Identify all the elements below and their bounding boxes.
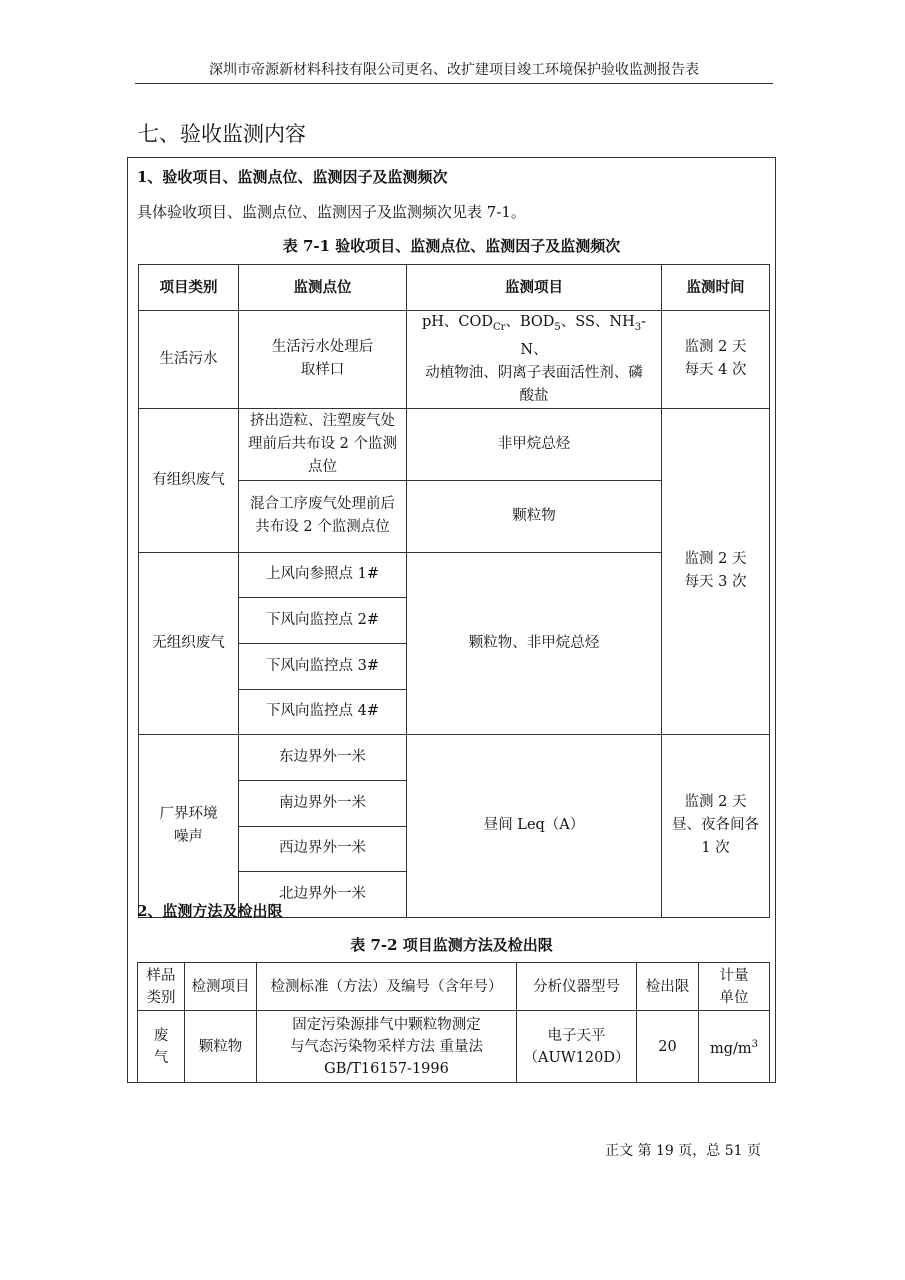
section-title: 七、验收监测内容	[138, 122, 306, 146]
items-text: pH、COD	[421, 314, 494, 330]
header-line: 样品	[146, 967, 176, 984]
time-line: 每天 3 次	[684, 574, 747, 591]
detection-limit: 20	[637, 1011, 699, 1083]
unit-text: mg/m	[709, 1040, 752, 1057]
report-header: 深圳市帝源新材料科技有限公司更名、改扩建项目竣工环境保护验收监测报告表	[135, 60, 773, 84]
time-line: 监测 2 天	[684, 551, 747, 568]
standard	[257, 1011, 517, 1083]
subsection-heading-2: 2、监测方法及检出限	[137, 902, 283, 920]
header-line: 计量	[719, 967, 749, 984]
cell-line: 电子天平	[547, 1027, 606, 1044]
header-point: 监测点位	[239, 265, 407, 311]
time-line: 1 次	[701, 840, 730, 857]
cell-line: 固定污染源排气中颗粒物测定	[292, 1016, 481, 1033]
item-organized-2: 颗粒物	[407, 480, 662, 552]
point-noise: 东边界外一米	[239, 734, 407, 780]
item-noise: 昼间 Leq（A）	[407, 734, 662, 917]
header-line: 类别	[146, 989, 176, 1006]
table-row	[139, 734, 770, 780]
header-standard: 检测标准（方法）及编号（含年号）	[257, 963, 517, 1011]
items-subscript: 3	[634, 321, 642, 333]
page-footer: 正文 第 19 页，总 51 页	[605, 1143, 761, 1159]
table-7-2	[137, 962, 770, 1083]
items-text: 、BOD	[505, 314, 555, 330]
unit	[699, 1011, 770, 1083]
table-7-1	[138, 264, 770, 918]
category-line: 噪声	[174, 828, 203, 845]
cell-line: （AUW120D）	[523, 1049, 630, 1066]
table-header-row	[139, 265, 770, 311]
item-organized-1: 非甲烷总烃	[407, 408, 662, 480]
table-row	[138, 1011, 770, 1083]
header-unit	[699, 963, 770, 1011]
time-line: 监测 2 天	[684, 339, 747, 356]
time-line: 昼、夜各间各	[672, 817, 759, 834]
category-domestic-sewage: 生活污水	[139, 311, 239, 409]
point-organized-2: 混合工序废气处理前后共布设 2 个监测点位	[239, 480, 407, 552]
cell-line: 废	[153, 1027, 169, 1044]
header-item: 监测项目	[407, 265, 662, 311]
point-organized-1: 挤出造粒、注塑废气处理前后共布设 2 个监测点位	[239, 408, 407, 480]
point-line: 取样口	[300, 362, 345, 379]
category-line: 厂界环境	[159, 805, 218, 822]
category-organized-gas: 有组织废气	[139, 408, 239, 552]
intro-paragraph: 具体验收项目、监测点位、监测因子及监测频次见表 7-1。	[137, 203, 526, 221]
point-fugitive: 下风向监控点 2#	[239, 597, 407, 643]
table-row	[139, 311, 770, 409]
header-time: 监测时间	[662, 265, 770, 311]
subsection-heading-1: 1、验收项目、监测点位、监测因子及监测频次	[137, 168, 448, 186]
header-category: 项目类别	[139, 265, 239, 311]
items-domestic-sewage	[407, 311, 662, 409]
time-noise	[662, 734, 770, 917]
point-fugitive: 下风向监控点 3#	[239, 643, 407, 689]
category-fugitive-gas: 无组织废气	[139, 552, 239, 734]
unit-superscript: 3	[751, 1038, 759, 1050]
point-domestic-sewage	[239, 311, 407, 409]
items-subscript: Cr	[493, 321, 506, 333]
cell-line: 与气态污染物采样方法 重量法	[289, 1038, 484, 1055]
items-text: -N、	[520, 314, 647, 358]
header-line: 单位	[719, 989, 749, 1006]
time-air	[662, 408, 770, 734]
item-fugitive: 颗粒物、非甲烷总烃	[407, 552, 662, 734]
point-noise: 南边界外一米	[239, 780, 407, 826]
table-row	[139, 408, 770, 480]
header-test-item: 检测项目	[185, 963, 257, 1011]
items-subscript: 5	[554, 321, 561, 333]
table-header-row	[138, 963, 770, 1011]
cell-line: 气	[153, 1049, 169, 1066]
point-fugitive: 上风向参照点 1#	[239, 552, 407, 597]
time-line: 每天 4 次	[684, 362, 747, 379]
time-line: 监测 2 天	[684, 794, 747, 811]
test-item: 颗粒物	[185, 1011, 257, 1083]
category-noise	[139, 734, 239, 917]
instrument	[517, 1011, 637, 1083]
table-7-1-caption: 表 7-1 验收项目、监测点位、监测因子及监测频次	[282, 237, 621, 255]
items-line: 动植物油、阴离子表面活性剂、磷	[425, 364, 643, 381]
point-noise: 西边界外一米	[239, 826, 407, 871]
point-noise: 北边界外一米	[239, 871, 407, 917]
items-line	[411, 311, 657, 362]
header-sample-type	[138, 963, 185, 1011]
cell-line: GB/T16157-1996	[324, 1060, 449, 1077]
sample-type	[138, 1011, 185, 1083]
header-instrument: 分析仪器型号	[517, 963, 637, 1011]
items-line: 酸盐	[519, 387, 549, 404]
point-fugitive: 下风向监控点 4#	[239, 689, 407, 734]
items-text: 、SS、NH	[560, 314, 635, 330]
point-line: 生活污水处理后	[271, 339, 374, 356]
time-domestic-sewage	[662, 311, 770, 409]
header-detection-limit: 检出限	[637, 963, 699, 1011]
table-7-2-caption: 表 7-2 项目监测方法及检出限	[350, 936, 553, 954]
